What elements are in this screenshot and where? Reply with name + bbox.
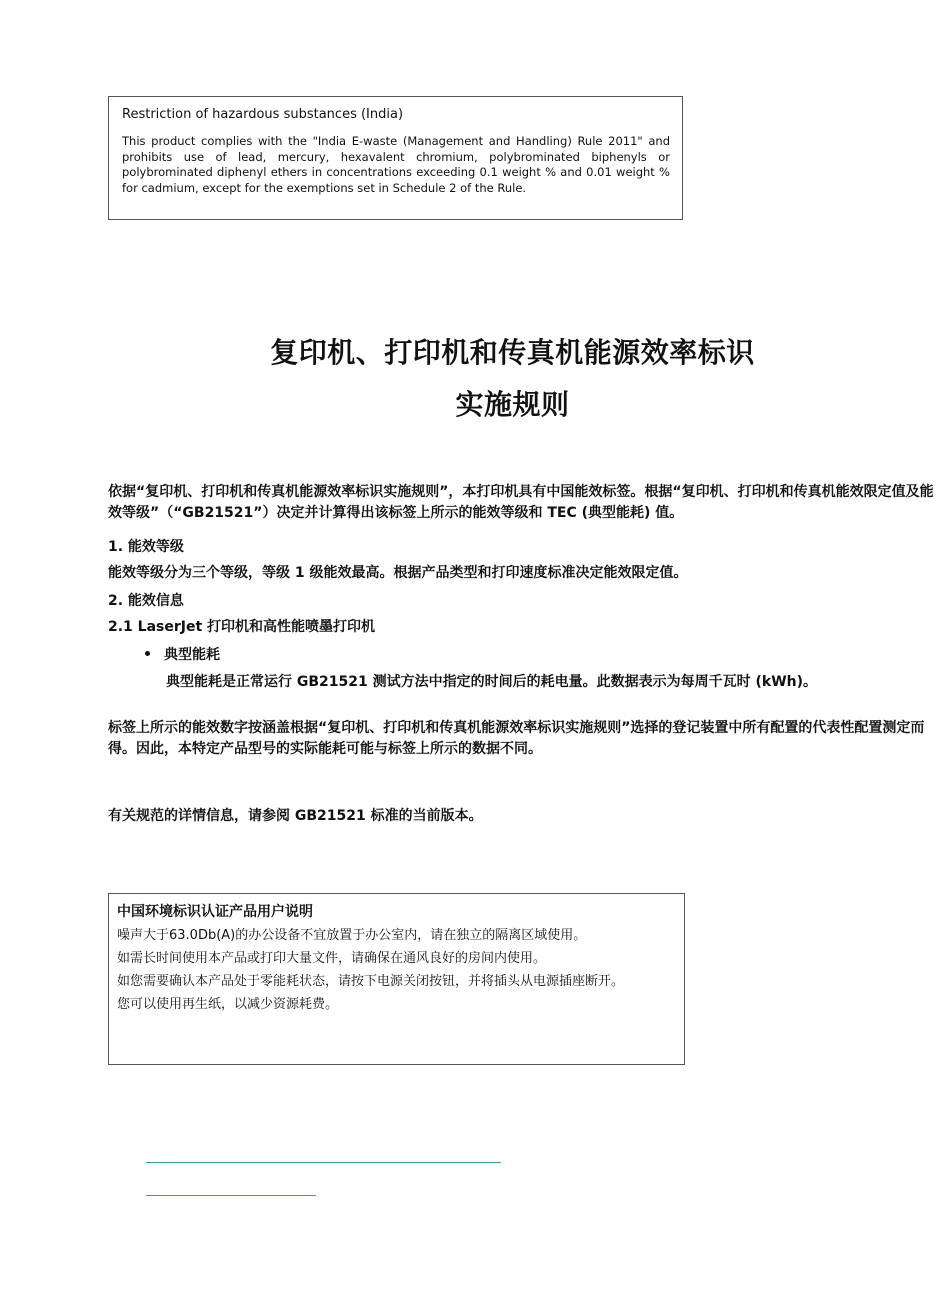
china-env-line: 如需长时间使用本产品或打印大量文件，请确保在通风良好的房间内使用。 bbox=[117, 951, 547, 966]
india-rohs-title: Restriction of hazardous substances (India) bbox=[122, 107, 404, 122]
bullet-dot-icon bbox=[145, 651, 150, 656]
page-title bbox=[0, 327, 950, 431]
bullet-label: 典型能耗 bbox=[164, 647, 220, 663]
bullet-typical-energy bbox=[145, 645, 220, 665]
china-env-line: 您可以使用再生纸，以减少资源耗费。 bbox=[117, 997, 339, 1012]
page-title-line2: 实施规则 bbox=[455, 388, 570, 421]
page-title-line1: 复印机、打印机和传真机能源效率标识 bbox=[270, 336, 755, 369]
india-rohs-box bbox=[108, 96, 683, 220]
section2-heading: 2. 能效信息 bbox=[108, 593, 184, 609]
section1-heading: 1. 能效等级 bbox=[108, 539, 184, 555]
section1-text: 能效等级分为三个等级，等级 1 级能效最高。根据产品类型和打印速度标准决定能效限定值。 bbox=[108, 565, 688, 581]
china-env-line: 噪声大于63.0Db(A)的办公设备不宜放置于办公室内，请在独立的隔离区域使用。 bbox=[117, 928, 587, 943]
india-rohs-body: This product complies with the "India E-waste (Management and Handling) Rule 2011" and prohibits use of lead, mercury, hexavalent chromium, polybrominated biphenyls or polybrominated diphenyl ethers in concentrations exceeding 0.1 weight % and 0.01 weight % for cadmium, except for the exemptions set in Schedule 2 of the Rule. bbox=[122, 134, 670, 195]
hyperlink-underline-1[interactable] bbox=[146, 1162, 501, 1163]
reference-paragraph: 有关规范的详情信息，请参阅 GB21521 标准的当前版本。 bbox=[108, 808, 483, 824]
china-env-line: 如您需要确认本产品处于零能耗状态，请按下电源关闭按钮，并将插头从电源插座断开。 bbox=[117, 974, 625, 989]
section2-subheading: 2.1 LaserJet 打印机和高性能喷墨打印机 bbox=[108, 619, 376, 635]
label-note-paragraph: 标签上所示的能效数字按涵盖根据“复印机、打印机和传真机能源效率标识实施规则”选择的登记装置中所有配置的代表性配置测定而得。因此，本特定产品型号的实际能耗可能与标签上所示的数据不同。 bbox=[108, 720, 925, 757]
intro-paragraph: 依据“复印机、打印机和传真机能源效率标识实施规则”，本打印机具有中国能效标签。根据“复印机、打印机和传真机能效限定值及能效等级”（“GB21521”）决定并计算得出该标签上所示的能效等级和 TEC (典型能耗) 值。 bbox=[108, 484, 934, 521]
bullet-description: 典型能耗是正常运行 GB21521 测试方法中指定的时间后的耗电量。此数据表示为每周千瓦时 (kWh)。 bbox=[166, 674, 818, 690]
china-env-title: 中国环境标识认证产品用户说明 bbox=[117, 904, 313, 920]
hyperlink-underline-2[interactable] bbox=[146, 1195, 316, 1196]
china-env-label-box bbox=[108, 893, 685, 1065]
